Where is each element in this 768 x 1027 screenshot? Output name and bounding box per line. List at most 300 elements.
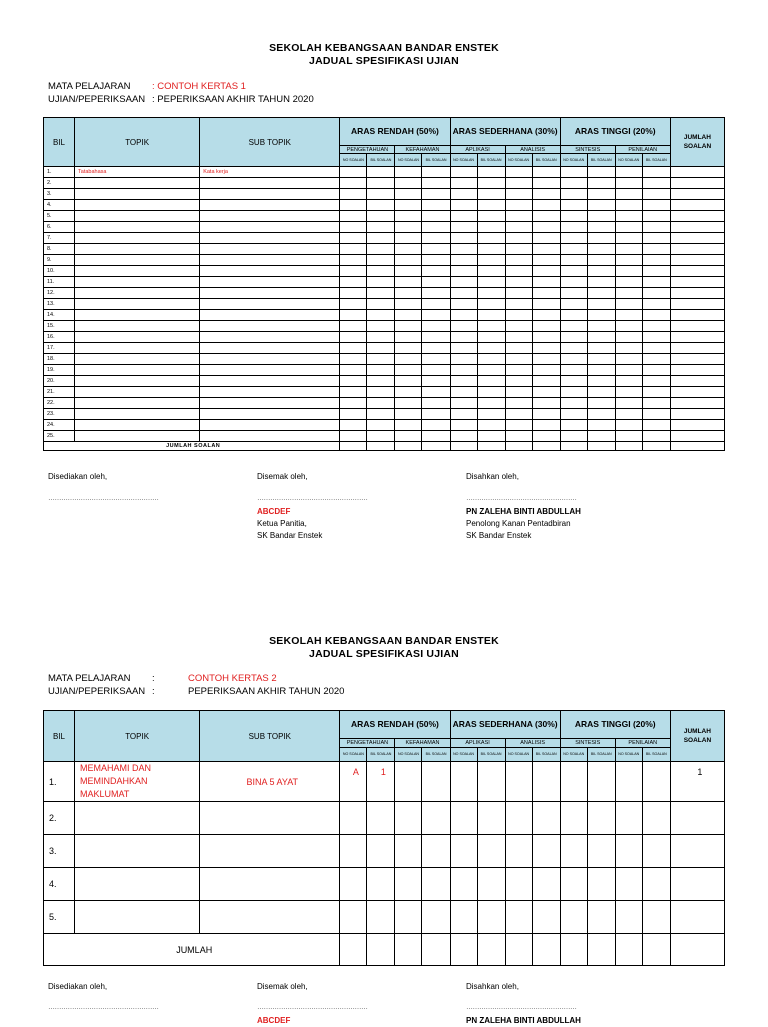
- topik-cell: [75, 233, 200, 244]
- level-cell: [642, 299, 670, 310]
- level-cell: [587, 376, 615, 387]
- subtopik-cell: [200, 288, 340, 299]
- doc1-checker-title: Ketua Panitia,: [257, 519, 307, 528]
- level-cell: [450, 321, 477, 332]
- level-cell: [422, 354, 450, 365]
- level-cell: [532, 762, 560, 802]
- level-cell: [587, 277, 615, 288]
- level-cell: [615, 266, 642, 277]
- level-cell: [340, 332, 367, 343]
- subtopik-cell: [200, 354, 340, 365]
- level-cell: [422, 420, 450, 431]
- kefahaman-header: KEFAHAMAN: [395, 739, 450, 748]
- no-soalan-header: NO SOALAN: [395, 154, 422, 167]
- jumlah-cell: [670, 365, 724, 376]
- level-cell: [532, 354, 560, 365]
- table-row: [44, 200, 725, 211]
- level-cell: [422, 762, 450, 802]
- level-cell: [560, 200, 587, 211]
- topik-cell: [75, 398, 200, 409]
- level-cell: [560, 343, 587, 354]
- doc1-subject-value: : CONTOH KERTAS 1: [152, 81, 246, 92]
- level-cell: [615, 277, 642, 288]
- level-cell: [450, 376, 477, 387]
- table-row: [44, 409, 725, 420]
- table-row: [44, 332, 725, 343]
- table-row: [44, 310, 725, 321]
- doc2-checker-name: ABCDEF: [257, 1016, 291, 1025]
- level-cell: [560, 189, 587, 200]
- level-cell: [560, 266, 587, 277]
- table-row: [44, 901, 725, 934]
- table-row: [44, 365, 725, 376]
- level-cell: [615, 365, 642, 376]
- level-cell: [587, 762, 615, 802]
- table-row: [44, 167, 725, 178]
- subtopik-cell: [200, 310, 340, 321]
- level-cell: [367, 233, 395, 244]
- level-cell: [477, 233, 505, 244]
- table-row: [44, 762, 725, 802]
- level-cell: [560, 288, 587, 299]
- jumlah-cell: [670, 332, 724, 343]
- level-cell: [477, 762, 505, 802]
- table-row: [44, 354, 725, 365]
- row-number: 2.: [44, 178, 75, 189]
- level-cell: [505, 266, 532, 277]
- level-cell: [450, 431, 477, 442]
- level-cell: [642, 802, 670, 835]
- level-cell: [532, 835, 560, 868]
- level-cell: [532, 420, 560, 431]
- level-cell: [340, 387, 367, 398]
- subtopik-cell: [200, 387, 340, 398]
- level-cell: [340, 868, 367, 901]
- level-cell: [395, 178, 422, 189]
- level-cell: [340, 835, 367, 868]
- level-cell: [367, 189, 395, 200]
- level-cell: [422, 167, 450, 178]
- jumlah-cell: [670, 233, 724, 244]
- topik-header: TOPIK: [75, 118, 200, 167]
- footer-cell: [587, 934, 615, 966]
- doc2-exam-colon: :: [152, 686, 155, 697]
- jumlah-cell: [670, 189, 724, 200]
- level-cell: [395, 420, 422, 431]
- footer-cell: [587, 442, 615, 451]
- level-cell: [587, 420, 615, 431]
- level-cell: [642, 343, 670, 354]
- level-cell: [340, 222, 367, 233]
- level-cell: [340, 409, 367, 420]
- level-cell: [450, 409, 477, 420]
- level-cell: [505, 277, 532, 288]
- doc2-school-title: SEKOLAH KEBANGSAAN BANDAR ENSTEK: [269, 635, 499, 647]
- level-cell: [450, 354, 477, 365]
- bil-soalan-header: BIL SOALAN: [422, 154, 450, 167]
- level-cell: [560, 868, 587, 901]
- level-cell: [422, 376, 450, 387]
- level-cell: [367, 420, 395, 431]
- level-cell: [340, 167, 367, 178]
- level-cell: [532, 343, 560, 354]
- level-cell: [477, 835, 505, 868]
- level-cell: [505, 901, 532, 934]
- level-cell: [422, 802, 450, 835]
- level-cell: [340, 189, 367, 200]
- level-cell: [340, 299, 367, 310]
- level-cell: [615, 354, 642, 365]
- level-cell: [560, 365, 587, 376]
- level-cell: [560, 802, 587, 835]
- level-cell: [477, 310, 505, 321]
- bil-soalan-header: BIL SOALAN: [642, 748, 670, 762]
- level-cell: [450, 343, 477, 354]
- level-cell: 1: [367, 762, 395, 802]
- level-cell: [395, 244, 422, 255]
- doc1-checker-org: SK Bandar Enstek: [257, 531, 323, 540]
- level-cell: [395, 343, 422, 354]
- level-cell: [587, 255, 615, 266]
- aras-sederhana-header: ARAS SEDERHANA (30%): [450, 711, 560, 739]
- aras-tinggi-header: ARAS TINGGI (20%): [560, 711, 670, 739]
- level-cell: [642, 277, 670, 288]
- row-number: 2.: [44, 802, 75, 835]
- level-cell: [615, 200, 642, 211]
- level-cell: [532, 189, 560, 200]
- doc1-exam-value: : PEPERIKSAAN AKHIR TAHUN 2020: [152, 94, 314, 105]
- level-cell: [532, 901, 560, 934]
- level-cell: [532, 277, 560, 288]
- doc2-checked-signature-line: ……………………………………………: [257, 1004, 368, 1011]
- footer-cell: [560, 442, 587, 451]
- doc2-approved-signature-line: ……………………………………………: [466, 1004, 577, 1011]
- table-row: [44, 222, 725, 233]
- level-cell: [532, 244, 560, 255]
- level-cell: [367, 431, 395, 442]
- level-cell: [450, 835, 477, 868]
- doc1-spec-table: [43, 117, 725, 451]
- level-cell: [587, 343, 615, 354]
- level-cell: [340, 277, 367, 288]
- doc1-approver-org: SK Bandar Enstek: [466, 531, 532, 540]
- level-cell: [340, 398, 367, 409]
- level-cell: [532, 365, 560, 376]
- level-cell: [367, 299, 395, 310]
- jumlah-cell: [670, 431, 724, 442]
- level-cell: [477, 200, 505, 211]
- level-cell: [367, 200, 395, 211]
- jumlah-cell: [670, 343, 724, 354]
- row-number: 24.: [44, 420, 75, 431]
- doc1-approver-name: PN ZALEHA BINTI ABDULLAH: [466, 507, 581, 516]
- level-cell: [477, 868, 505, 901]
- doc2-prepared-signature-line: ……………………………………………: [48, 1004, 159, 1011]
- table-row: [44, 420, 725, 431]
- level-cell: [477, 244, 505, 255]
- level-cell: [367, 244, 395, 255]
- topik-cell: [75, 277, 200, 288]
- level-cell: [560, 835, 587, 868]
- footer-cell: [642, 442, 670, 451]
- level-cell: [395, 332, 422, 343]
- row-number: 18.: [44, 354, 75, 365]
- jumlah-soalan-header: JUMLAH SOALAN: [670, 711, 724, 762]
- level-cell: [340, 376, 367, 387]
- row-number: 5.: [44, 901, 75, 934]
- row-number: 17.: [44, 343, 75, 354]
- level-cell: [587, 409, 615, 420]
- topik-cell: [75, 310, 200, 321]
- level-cell: [422, 244, 450, 255]
- level-cell: [340, 244, 367, 255]
- level-cell: [367, 901, 395, 934]
- level-cell: [422, 387, 450, 398]
- doc1-checker-name: ABCDEF: [257, 507, 291, 516]
- jumlah-cell: [670, 376, 724, 387]
- table-row: [44, 387, 725, 398]
- row-number: 4.: [44, 868, 75, 901]
- level-cell: [340, 200, 367, 211]
- level-cell: [615, 901, 642, 934]
- level-cell: [477, 802, 505, 835]
- subtopik-cell: [200, 409, 340, 420]
- level-cell: [395, 233, 422, 244]
- level-cell: [560, 901, 587, 934]
- level-cell: [450, 868, 477, 901]
- topik-cell: [75, 343, 200, 354]
- footer-cell: [422, 934, 450, 966]
- subtopik-cell: [200, 365, 340, 376]
- level-cell: [532, 255, 560, 266]
- level-cell: [422, 222, 450, 233]
- level-cell: [587, 266, 615, 277]
- doc2-exam-label: UJIAN/PEPERIKSAAN: [48, 686, 146, 697]
- level-cell: [505, 387, 532, 398]
- level-cell: [615, 299, 642, 310]
- level-cell: [587, 321, 615, 332]
- level-cell: [560, 420, 587, 431]
- level-cell: [367, 835, 395, 868]
- level-cell: [477, 901, 505, 934]
- level-cell: [340, 288, 367, 299]
- topik-line: MEMINDAHKAN MAKLUMAT: [80, 776, 148, 799]
- subtopik-cell: [200, 200, 340, 211]
- jumlah-cell: [670, 178, 724, 189]
- footer-cell: [477, 442, 505, 451]
- level-cell: [642, 398, 670, 409]
- level-cell: [532, 299, 560, 310]
- level-cell: [615, 288, 642, 299]
- level-cell: [560, 321, 587, 332]
- level-cell: [477, 365, 505, 376]
- row-number: 22.: [44, 398, 75, 409]
- level-cell: [642, 387, 670, 398]
- level-cell: [477, 376, 505, 387]
- subtopik-header: SUB TOPIK: [200, 711, 340, 762]
- table-row: [44, 277, 725, 288]
- level-cell: [422, 310, 450, 321]
- pengetahuan-header: PENGETAHUAN: [340, 146, 395, 154]
- level-cell: [587, 398, 615, 409]
- subtopik-cell: [200, 321, 340, 332]
- level-cell: [505, 200, 532, 211]
- level-cell: [395, 321, 422, 332]
- level-cell: [395, 310, 422, 321]
- row-number: 12.: [44, 288, 75, 299]
- doc2-approved-label: Disahkan oleh,: [466, 982, 519, 991]
- doc2-subject-colon: :: [152, 673, 155, 684]
- level-cell: [450, 244, 477, 255]
- level-cell: [450, 222, 477, 233]
- level-cell: [505, 255, 532, 266]
- level-cell: [587, 835, 615, 868]
- topik-cell: [75, 354, 200, 365]
- topik-cell: [75, 178, 200, 189]
- level-cell: [505, 299, 532, 310]
- level-cell: [615, 376, 642, 387]
- level-cell: [560, 233, 587, 244]
- no-soalan-header: NO SOALAN: [450, 154, 477, 167]
- level-cell: [642, 233, 670, 244]
- level-cell: [615, 167, 642, 178]
- row-number: 5.: [44, 211, 75, 222]
- level-cell: [505, 244, 532, 255]
- level-cell: [395, 868, 422, 901]
- jumlah-cell: [670, 200, 724, 211]
- aras-rendah-header: ARAS RENDAH (50%): [340, 118, 450, 146]
- level-cell: [532, 409, 560, 420]
- level-cell: [422, 178, 450, 189]
- doc2-exam-value: PEPERIKSAAN AKHIR TAHUN 2020: [188, 686, 345, 697]
- row-number: 20.: [44, 376, 75, 387]
- level-cell: [587, 200, 615, 211]
- level-cell: [532, 233, 560, 244]
- level-cell: [367, 222, 395, 233]
- level-cell: [340, 255, 367, 266]
- subtopik-cell: [200, 233, 340, 244]
- jumlah-cell: [670, 321, 724, 332]
- bil-header: BIL: [44, 118, 75, 167]
- level-cell: [477, 354, 505, 365]
- level-cell: [560, 178, 587, 189]
- level-cell: [367, 354, 395, 365]
- row-number: 14.: [44, 310, 75, 321]
- no-soalan-header: NO SOALAN: [560, 748, 587, 762]
- jumlah-cell: [670, 901, 724, 934]
- jumlah-cell: [670, 277, 724, 288]
- level-cell: [615, 244, 642, 255]
- level-cell: [505, 354, 532, 365]
- level-cell: [642, 420, 670, 431]
- level-cell: [450, 189, 477, 200]
- jumlah-cell: [670, 266, 724, 277]
- doc2-prepared-label: Disediakan oleh,: [48, 982, 108, 991]
- level-cell: [395, 354, 422, 365]
- level-cell: [395, 802, 422, 835]
- bil-soalan-header: BIL SOALAN: [587, 154, 615, 167]
- level-cell: [395, 387, 422, 398]
- jumlah-cell: [670, 310, 724, 321]
- level-cell: [642, 868, 670, 901]
- level-cell: [477, 255, 505, 266]
- level-cell: [560, 354, 587, 365]
- subtopik-cell: Kata kerja: [200, 167, 340, 178]
- subtopik-cell: [200, 189, 340, 200]
- subtopik-cell: [200, 835, 340, 868]
- aras-tinggi-header: ARAS TINGGI (20%): [560, 118, 670, 146]
- level-cell: [450, 266, 477, 277]
- row-number: 13.: [44, 299, 75, 310]
- analisis-header: ANALISIS: [505, 146, 560, 154]
- level-cell: [505, 321, 532, 332]
- topik-cell: [75, 387, 200, 398]
- sintesis-header: SINTESIS: [560, 739, 615, 748]
- footer-cell: [615, 442, 642, 451]
- row-number: 7.: [44, 233, 75, 244]
- aplikasi-header: APLIKASI: [450, 146, 505, 154]
- level-cell: [450, 288, 477, 299]
- footer-cell: [422, 442, 450, 451]
- level-cell: [642, 321, 670, 332]
- level-cell: [422, 321, 450, 332]
- level-cell: [477, 211, 505, 222]
- level-cell: [422, 365, 450, 376]
- level-cell: [505, 365, 532, 376]
- level-cell: [505, 868, 532, 901]
- level-cell: [642, 762, 670, 802]
- level-cell: [477, 387, 505, 398]
- level-cell: [505, 420, 532, 431]
- table-row: [44, 233, 725, 244]
- level-cell: [560, 222, 587, 233]
- footer-cell: [670, 442, 724, 451]
- level-cell: [642, 200, 670, 211]
- level-cell: [615, 332, 642, 343]
- table-row: [44, 266, 725, 277]
- table-row: [44, 802, 725, 835]
- analisis-header: ANALISIS: [505, 739, 560, 748]
- doc2-checked-label: Disemak oleh,: [257, 982, 308, 991]
- row-number: 3.: [44, 189, 75, 200]
- doc1-approved-label: Disahkan oleh,: [466, 472, 519, 481]
- level-cell: [367, 387, 395, 398]
- row-number: 25.: [44, 431, 75, 442]
- level-cell: [422, 332, 450, 343]
- doc2-subject-label: MATA PELAJARAN: [48, 673, 131, 684]
- level-cell: [367, 288, 395, 299]
- level-cell: [477, 343, 505, 354]
- footer-cell: [395, 442, 422, 451]
- level-cell: [560, 762, 587, 802]
- level-cell: [367, 802, 395, 835]
- doc1-subtitle: JADUAL SPESIFIKASI UJIAN: [309, 55, 459, 67]
- level-cell: [532, 178, 560, 189]
- bil-soalan-header: BIL SOALAN: [642, 154, 670, 167]
- level-cell: [642, 332, 670, 343]
- level-cell: [642, 365, 670, 376]
- level-cell: [450, 802, 477, 835]
- level-cell: [532, 321, 560, 332]
- level-cell: [422, 431, 450, 442]
- level-cell: [505, 762, 532, 802]
- level-cell: [642, 189, 670, 200]
- topik-cell: [75, 321, 200, 332]
- jumlah-soalan-header: JUMLAH SOALAN: [670, 118, 724, 167]
- level-cell: [340, 178, 367, 189]
- doc2-spec-table: [43, 710, 725, 966]
- level-cell: [367, 868, 395, 901]
